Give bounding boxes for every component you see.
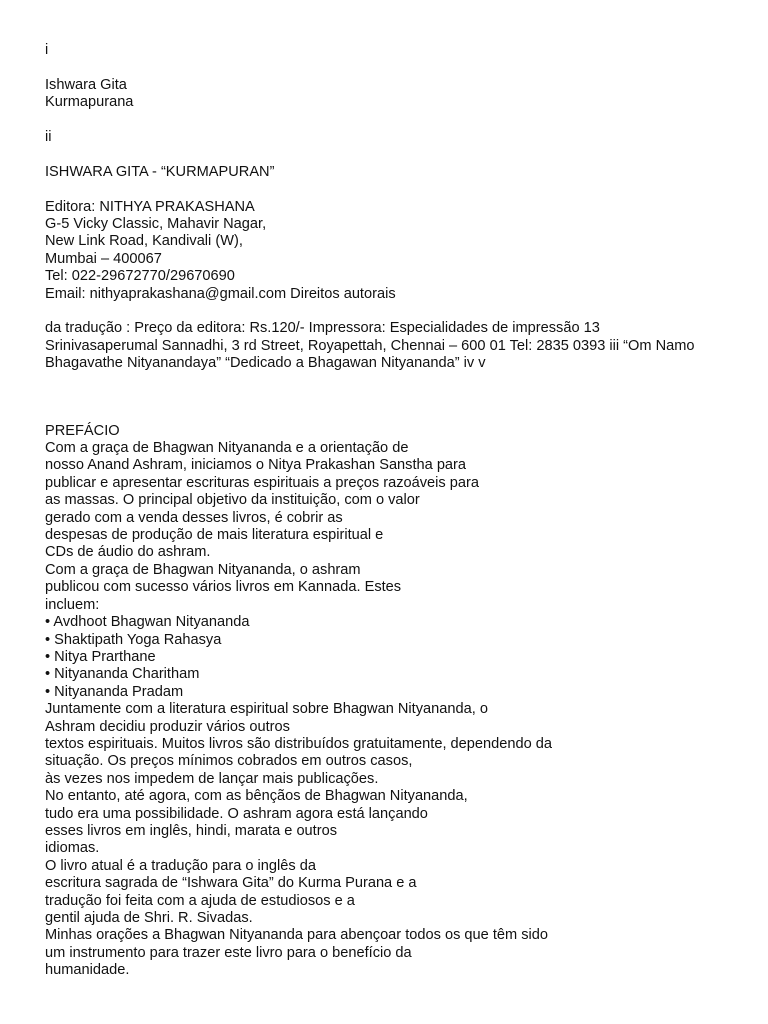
spacer [45,146,755,163]
book-list-item: • Nityananda Pradam [45,683,184,700]
preface-line: gerado com a venda desses livros, é cobrir as [45,509,343,526]
preface-line: tradução foi feita com a ajuda de estudiosos e a [45,892,355,909]
imprint-line: Srinivasaperumal Sannadhi, 3 rd Street, Royapettah, Chennai – 600 01 Tel: 2835 0393 iii “Om Namo [45,337,695,354]
subtitle-line: Kurmapurana [45,94,134,111]
preface-line: idiomas. [45,840,100,857]
spacer [45,181,755,198]
book-list-item: • Avdhoot Bhagwan Nityananda [45,614,250,631]
preface-line: Minhas orações a Bhagwan Nityananda para abençoar todos os que têm sido [45,927,548,944]
preface-heading: PREFÁCIO [45,422,120,439]
page-marker-i: i [45,42,49,58]
preface-line: às vezes nos impedem de lançar mais publicações. [45,770,379,787]
preface-line: publicou com sucesso vários livros em Kannada. Estes [45,579,402,596]
preface-line: incluem: [45,596,100,613]
book-list-item: • Nitya Prarthane [45,648,156,665]
publisher-address-line: New Link Road, Kandivali (W), [45,233,243,250]
spacer [45,59,755,76]
preface-line: Ashram decidiu produzir vários outros [45,718,290,735]
book-heading: ISHWARA GITA - “KURMAPURAN” [45,163,275,180]
preface-line: gentil ajuda de Shri. R. Sivadas. [45,910,253,927]
publisher-phone: Tel: 022-29672770/29670690 [45,268,235,285]
publisher-email: Email: nithyaprakashana@gmail.com Direitos autorais [45,285,396,302]
preface-line: despesas de produção de mais literatura espiritual e [45,527,384,544]
title-line: Ishwara Gita [45,76,127,93]
spacer [45,373,755,423]
imprint-block [45,320,755,372]
preface-line: escritura sagrada de “Ishwara Gita” do Kurma Purana e a [45,875,417,892]
preface-line: O livro atual é a tradução para o inglês da [45,857,316,874]
imprint-line: Bhagavathe Nityanandaya” “Dedicado a Bhagawan Nityananda” iv v [45,355,486,372]
publisher-address-line: G-5 Vicky Classic, Mahavir Nagar, [45,216,267,232]
preface-line: um instrumento para trazer este livro para o benefício da [45,944,412,961]
publisher-block [45,199,755,303]
publisher-address-line: Mumbai – 400067 [45,250,162,267]
publisher-name: Editora: NITHYA PRAKASHANA [45,198,255,215]
preface-line: Juntamente com a literatura espiritual sobre Bhagwan Nityananda, o [45,701,488,718]
book-list-item: • Shaktipath Yoga Rahasya [45,631,222,648]
preface-line: Com a graça de Bhagwan Nityananda e a orientação de [45,440,409,457]
preface-line: CDs de áudio do ashram. [45,544,211,561]
spacer [45,112,755,129]
preface-line: publicar e apresentar escrituras espirituais a preços razoáveis para [45,474,479,491]
preface-line: humanidade. [45,962,130,979]
imprint-line: da tradução : Preço da editora: Rs.120/- Impressora: Especialidades de impressão 13 [45,320,600,337]
preface-line: nosso Anand Ashram, iniciamos o Nitya Prakashan Sanstha para [45,457,467,474]
preface-line: situação. Os preços mínimos cobrados em outros casos, [45,753,413,770]
preface-section [45,423,755,980]
preface-line: as massas. O principal objetivo da instituição, com o valor [45,492,420,509]
preface-line: No entanto, até agora, com as bênçãos de Bhagwan Nityananda, [45,788,468,805]
preface-line: Com a graça de Bhagwan Nityananda, o ashram [45,561,361,578]
page-marker-ii: ii [45,129,52,145]
document-page [45,42,755,980]
spacer [45,303,755,320]
book-list-item: • Nityananda Charitham [45,666,200,683]
preface-line: textos espirituais. Muitos livros são distribuídos gratuitamente, dependendo da [45,735,553,752]
preface-line: tudo era uma possibilidade. O ashram agora está lançando [45,805,428,822]
preface-line: esses livros em inglês, hindi, marata e outros [45,822,338,839]
